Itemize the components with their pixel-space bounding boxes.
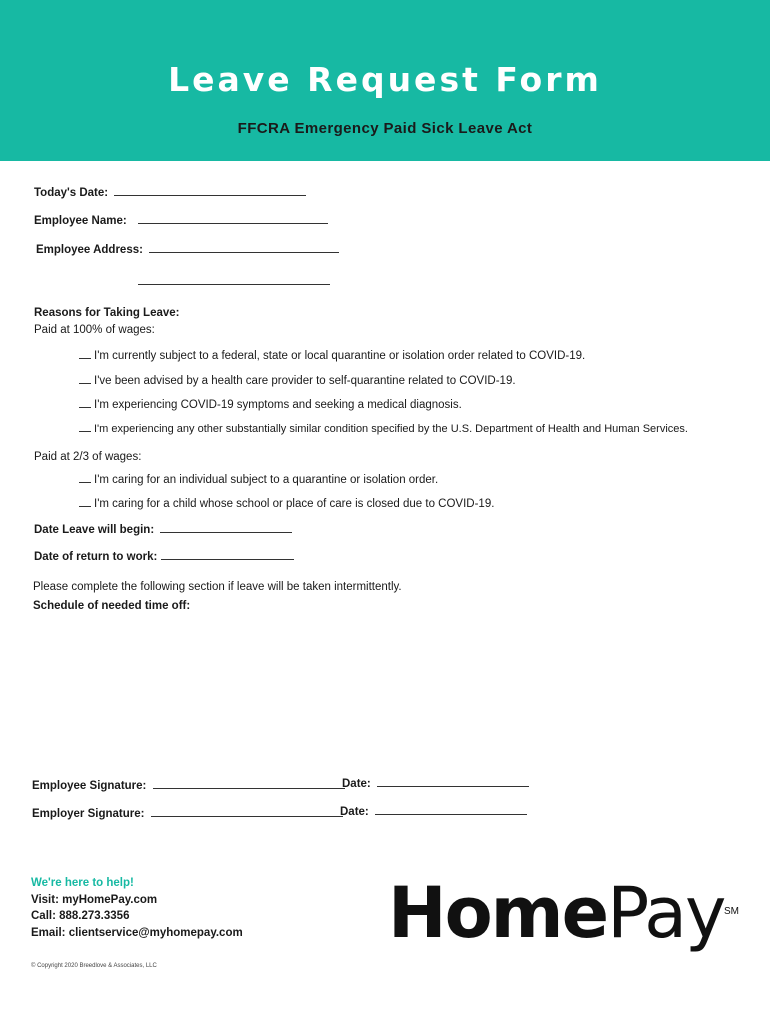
form-subtitle: FFCRA Emergency Paid Sick Leave Act	[237, 120, 533, 137]
reasons-heading: Reasons for Taking Leave:	[34, 307, 180, 319]
reason-item	[79, 422, 688, 435]
employee-signature-row	[32, 779, 345, 792]
employer-signature-label: Employer Signature:	[32, 808, 145, 820]
help-heading: We're here to help!	[31, 877, 134, 889]
contact-visit[interactable]: Visit: myHomePay.com	[31, 894, 158, 906]
employer-signature-field[interactable]	[151, 807, 343, 817]
employee-date-label: Date:	[342, 778, 371, 790]
reason-text: I'm currently subject to a federal, state or local quarantine or isolation order related to COVID-19.	[94, 350, 586, 362]
return-date-field[interactable]	[161, 550, 294, 560]
return-date-row	[34, 550, 294, 563]
employer-date-field[interactable]	[375, 805, 527, 815]
employee-name-row	[34, 214, 328, 227]
employer-signature-row	[32, 807, 343, 820]
reason-text: I've been advised by a health care provider to self-quarantine related to COVID-19.	[94, 375, 516, 387]
reason-checkbox[interactable]	[79, 497, 91, 507]
reason-text: I'm caring for a child whose school or place of care is closed due to COVID-19.	[94, 498, 495, 510]
reason-item	[79, 398, 462, 411]
reason-checkbox[interactable]	[79, 374, 91, 384]
employee-signature-label: Employee Signature:	[32, 780, 147, 792]
todays-date-row	[34, 186, 306, 199]
return-date-label: Date of return to work:	[34, 551, 158, 563]
employer-date-label: Date:	[340, 806, 369, 818]
leave-begin-row	[34, 523, 292, 536]
leave-begin-field[interactable]	[160, 523, 292, 533]
schedule-area[interactable]	[33, 620, 733, 770]
reason-item	[79, 497, 494, 510]
employee-address-field[interactable]	[149, 243, 339, 253]
todays-date-label: Today's Date:	[34, 187, 109, 199]
leave-begin-label: Date Leave will begin:	[34, 524, 155, 536]
reason-checkbox[interactable]	[79, 398, 91, 408]
intermittent-note: Please complete the following section if leave will be taken intermittently.	[33, 581, 402, 593]
employee-address-row	[36, 243, 339, 256]
reason-text: I'm caring for an individual subject to a quarantine or isolation order.	[94, 474, 439, 486]
reason-item	[79, 374, 516, 387]
reason-checkbox[interactable]	[79, 473, 91, 483]
homepay-logo	[388, 872, 725, 954]
employee-signature-field[interactable]	[153, 779, 345, 789]
reason-item	[79, 349, 585, 362]
employee-date-field[interactable]	[377, 777, 529, 787]
employee-address-line-2	[138, 272, 330, 290]
service-mark: SM	[724, 906, 739, 917]
form-title: Leave Request Form	[168, 60, 602, 99]
reason-checkbox[interactable]	[79, 422, 91, 432]
paid-100-label: Paid at 100% of wages:	[34, 324, 155, 336]
reason-text: I'm experiencing any other substantially similar condition specified by the U.S. Department of Health and Human Services.	[94, 423, 688, 435]
employee-name-label: Employee Name:	[34, 215, 127, 227]
contact-call[interactable]: Call: 888.273.3356	[31, 910, 130, 922]
logo-home-text: Home	[388, 872, 608, 954]
employee-date-row	[342, 777, 529, 790]
header-banner	[0, 0, 770, 161]
reason-checkbox[interactable]	[79, 349, 91, 359]
contact-email[interactable]: Email: clientservice@myhomepay.com	[31, 927, 243, 939]
reason-text: I'm experiencing COVID-19 symptoms and seeking a medical diagnosis.	[94, 399, 462, 411]
todays-date-field[interactable]	[114, 186, 306, 196]
schedule-label: Schedule of needed time off:	[33, 600, 191, 612]
employee-name-field[interactable]	[138, 214, 328, 224]
employee-address-label: Employee Address:	[36, 244, 143, 256]
employer-date-row	[340, 805, 527, 818]
employee-address-field-2[interactable]	[138, 275, 330, 285]
paid-23-label: Paid at 2/3 of wages:	[34, 451, 142, 463]
reason-item	[79, 473, 438, 486]
copyright-notice: © Copyright 2020 Breedlove & Associates, LLC	[31, 963, 157, 969]
logo-pay-text: Pay	[607, 872, 725, 954]
